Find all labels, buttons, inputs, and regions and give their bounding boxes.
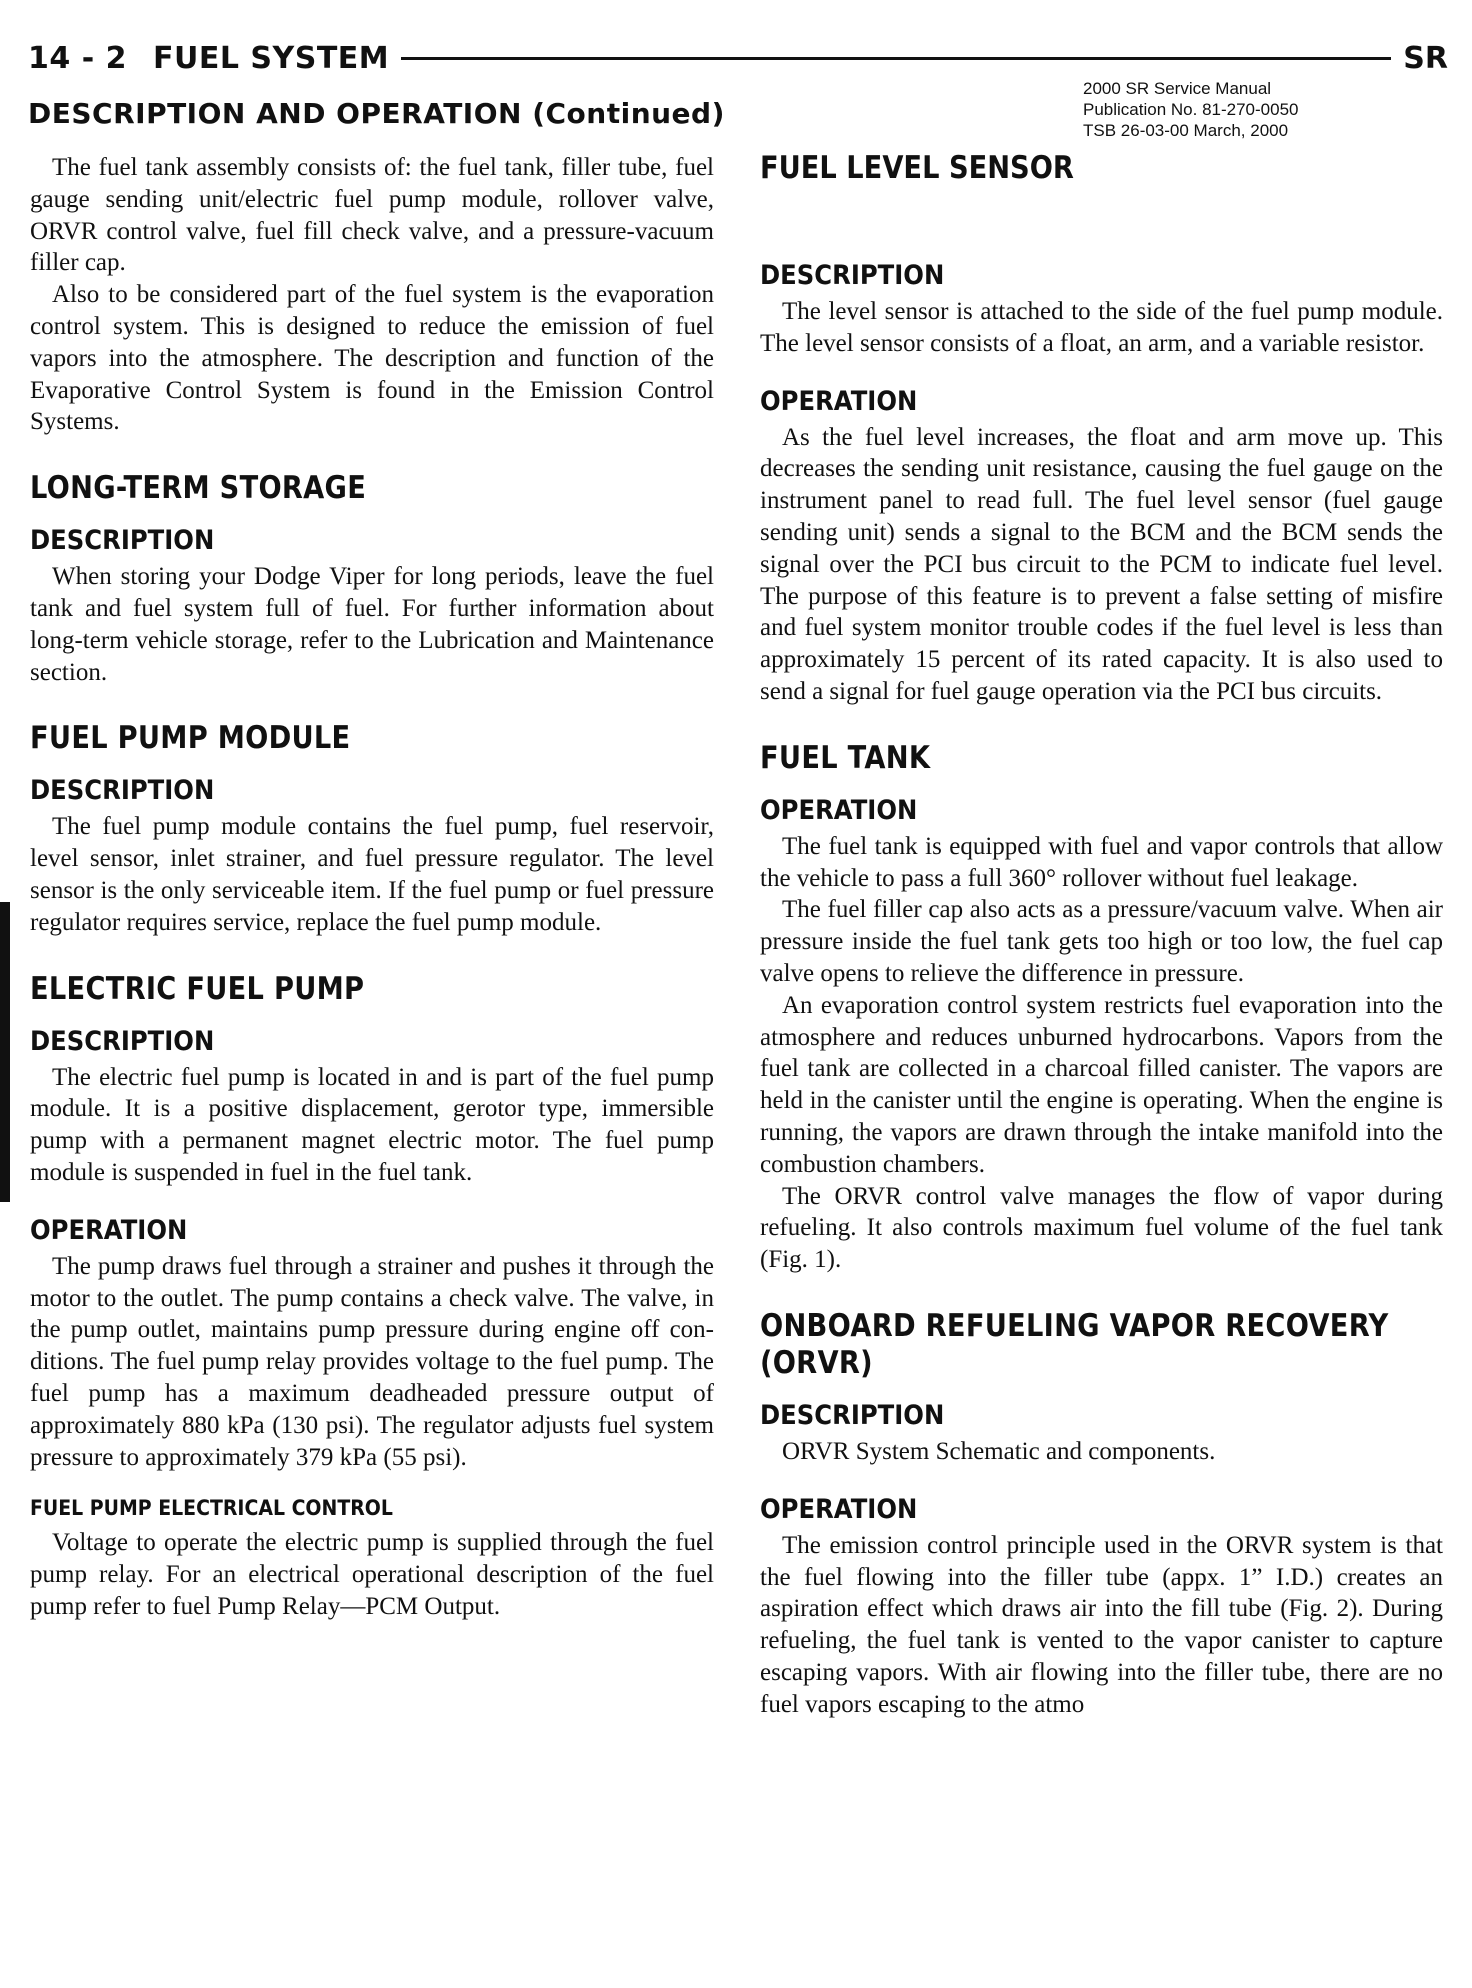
subheading-description: DESCRIPTION: [760, 1399, 945, 1431]
heading-orvr: ONBOARD REFUELING VAPOR RECOVERY (ORVR): [760, 1307, 1389, 1381]
fuel-tank-paragraph-4: The ORVR control valve manages the flow of vapor during refueling. It also controls maximum fuel volume of the fuel tank (Fig. 1).: [760, 1182, 1443, 1274]
subheading-description: DESCRIPTION: [30, 775, 215, 807]
header-rule: [401, 57, 1391, 60]
intro-paragraph-1: The fuel tank assembly consists of: the fuel tank, filler tube, fuel gauge sending unit/electric fuel pump module, rollover valve, ORVR control valve, fuel fill check valve, and a pressure-vacuum filler cap.: [30, 154, 714, 277]
fuel-pump-electrical-control-text: Voltage to operate the electric pump is supplied through the fuel pump relay. For an electrical operational description of the fuel pump refer to fuel Pump Relay—PCM Output.: [30, 1529, 714, 1620]
fuel-tank-paragraph-1: The fuel tank is equipped with fuel and vapor controls that allow the vehicle to pass a full 360° rollover without fuel leakage.: [760, 832, 1443, 892]
long-term-storage-description: When storing your Dodge Viper for long periods, leave the fuel tank and fuel system full of fuel. For further information about long-term vehicle storage, refer to the Lubrication and Maintenance section.: [30, 563, 714, 686]
heading-fuel-pump-module: FUEL PUMP MODULE: [30, 720, 351, 757]
running-header: [28, 38, 1448, 78]
orvr-operation: The emission control principle used in the ORVR system is that the fuel flowing into the filler tube (appx. 1” I.D.) creates an aspiration effect which draws air into the fill tube (Fig. 2). During refueling, the fuel tank is vented to the vapor canister to capture escaping vapors. With air flowing into the filler tube, there are no fuel vapors escaping to the atmo: [760, 1531, 1443, 1718]
subheading-description: DESCRIPTION: [30, 525, 215, 557]
fuel-tank-paragraph-3: An evaporation control system restricts fuel evaporation into the atmosphere and reduces unburned hydrocarbons. Vapors from the fuel tank are collected in a charcoal filled canister. The vapors are held in the canister until the engine is operating. When the engine is running, the vapors are drawn through the intake manifold into the combustion chambers.: [760, 991, 1443, 1178]
fuel-level-sensor-description: The level sensor is attached to the side of the fuel pump module. The level sensor consists of a float, an arm, and a variable resistor.: [760, 298, 1443, 357]
electric-fuel-pump-description: The electric fuel pump is located in and is part of the fuel pump module. It is a positive displacement, gerotor type, immersible pump with a permanent magnet electric motor. The fuel pump module is suspended in fuel in the fuel tank.: [30, 1063, 714, 1186]
subheading-fuel-pump-electrical-control: FUEL PUMP ELECTRICAL CONTROL: [30, 1496, 393, 1521]
heading-long-term-storage: LONG-TERM STORAGE: [30, 470, 367, 507]
heading-fuel-level-sensor: FUEL LEVEL SENSOR: [760, 150, 1074, 186]
model-code: SR: [1403, 40, 1448, 76]
subheading-operation: OPERATION: [760, 794, 918, 826]
right-column: [760, 260, 1443, 1721]
publication-line-3: TSB 26-03-00 March, 2000: [1083, 121, 1289, 140]
intro-paragraph-2: Also to be considered part of the fuel system is the evaporation control system. This is designed to reduce the emission of fuel vapors into the atmosphere. The description and function of the Evaporative Control System is found in the Emission Control Systems.: [30, 281, 714, 436]
orvr-description: ORVR System Schematic and components.: [782, 1437, 1216, 1465]
publication-line-1: 2000 SR Service Manual: [1083, 79, 1272, 98]
continued-heading: DESCRIPTION AND OPERATION (Continued): [28, 97, 725, 130]
subheading-operation: OPERATION: [760, 385, 918, 417]
page-number: 14 - 2: [28, 40, 127, 76]
section-title: FUEL SYSTEM: [152, 40, 390, 76]
fuel-tank-paragraph-2: The fuel filler cap also acts as a pressure/vacuum valve. When air pressure inside the fuel tank gets too high or too low, the fuel cap valve opens to relieve the difference in pressure.: [760, 896, 1443, 987]
fuel-pump-module-description: The fuel pump module contains the fuel pump, fuel reservoir, level sensor, inlet strainer, and fuel pressure regulator. The level sensor is the only serviceable item. If the fuel pump or fuel pressure regulator requires service, replace the fuel pump module.: [30, 813, 714, 936]
subheading-description: DESCRIPTION: [30, 1025, 215, 1057]
revision-bar: [0, 902, 10, 1202]
electric-fuel-pump-operation: The pump draws fuel through a strainer and pushes it through the motor to the outlet. The pump contains a check valve. The valve, in the pump outlet, maintains pump pressure during engine off conditions. The fuel pump relay provides voltage to the fuel pump. The fuel pump has a maximum deadheaded pressure output of approximately 880 kPa (130 psi). The regulator adjusts fuel system pressure to approximately 379 kPa (55 psi).: [30, 1252, 714, 1471]
left-column: [30, 152, 714, 1623]
heading-electric-fuel-pump: ELECTRIC FUEL PUMP: [30, 970, 365, 1007]
subheading-operation: OPERATION: [30, 1214, 188, 1246]
heading-fuel-tank: FUEL TANK: [760, 739, 931, 776]
subheading-description: DESCRIPTION: [760, 260, 945, 291]
publication-info: [1083, 78, 1298, 141]
publication-line-2: Publication No. 81-270-0050: [1083, 100, 1299, 119]
subheading-operation: OPERATION: [760, 1493, 918, 1525]
fuel-level-sensor-operation: As the fuel level increases, the float and arm move up. This decreases the sending unit resistance, causing the fuel gauge on the instrument panel to read full. The fuel level sensor (fuel gauge sending unit) sends a signal to the BCM and the BCM sends the signal over the PCI bus circuit to the PCM to indicate fuel level. The purpose of this feature is to prevent a false setting of misfire and fuel system monitor trouble codes if the fuel level is less than approximately 15 percent of its rated capacity. It is also used to send a signal for fuel gauge operation via the PCI bus circuits.: [760, 423, 1443, 705]
